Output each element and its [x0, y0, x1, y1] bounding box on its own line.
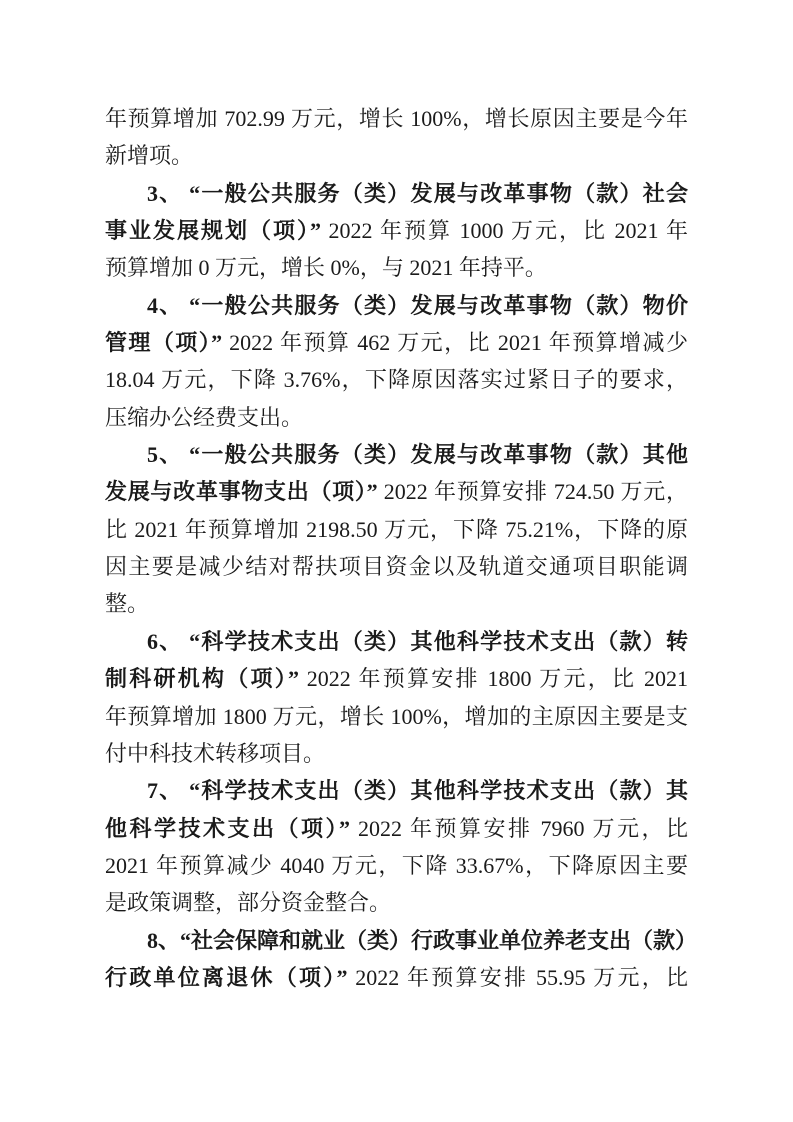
paragraph-heading-text: 3、 “一般公共服务（类）发展与改革事物（款）社会 — [147, 180, 688, 206]
text-line — [105, 735, 688, 772]
paragraph-heading-text: 行政单位离退休（项）” — [105, 964, 348, 990]
text-line — [105, 361, 688, 398]
document-body — [105, 100, 698, 996]
text-line — [105, 847, 688, 884]
text-line — [105, 175, 688, 212]
paragraph-body-text: 18.04 万元，下降 3.76%，下降原因落实过紧日子的要求， — [105, 367, 688, 393]
paragraph-body-text: 付中科技术转移项目。 — [105, 740, 326, 766]
text-line — [105, 137, 688, 174]
paragraph-heading-text: 事业发展规划（项）” — [105, 218, 321, 244]
text-line — [105, 436, 688, 473]
text-line — [105, 922, 698, 959]
paragraph-body-text: 年预算增加 1800 万元，增长 100%，增加的主原因主要是支 — [105, 703, 688, 729]
text-line — [105, 511, 688, 548]
paragraph-heading-text: 发展与改革事物支出（项）” — [105, 479, 378, 505]
paragraph-body-text: 2022 年预算 1000 万元，比 2021 年 — [321, 218, 688, 244]
paragraph-heading-text: 8、“社会保障和就业（类）行政事业单位养老支出（款） — [147, 927, 698, 953]
text-line — [105, 585, 688, 622]
paragraph-heading-text: 制科研机构（项）” — [105, 666, 299, 692]
text-line — [105, 473, 688, 510]
text-line — [105, 100, 688, 137]
paragraph-body-text: 2022 年预算安排 1800 万元，比 2021 — [299, 666, 688, 692]
paragraph-body-text: 因主要是减少结对帮扶项目资金以及轨道交通项目职能调 — [105, 554, 688, 580]
text-line — [105, 399, 688, 436]
text-line — [105, 212, 688, 249]
paragraph-heading-text: 5、 “一般公共服务（类）发展与改革事物（款）其他 — [147, 442, 688, 468]
paragraph-body-text: 2021 年预算减少 4040 万元，下降 33.67%，下降原因主要 — [105, 852, 688, 878]
text-line — [105, 324, 688, 361]
paragraph-body-text: 是政策调整，部分资金整合。 — [105, 890, 392, 916]
paragraph-body-text: 2022 年预算安排 55.95 万元，比 — [347, 964, 688, 990]
paragraph-heading-text: 6、 “科学技术支出（类）其他科学技术支出（款）转 — [147, 628, 688, 654]
text-line — [105, 287, 688, 324]
text-line — [105, 810, 688, 847]
paragraph-body-text: 压缩办公经费支出。 — [105, 404, 304, 430]
paragraph-body-text: 2022 年预算安排 724.50 万元， — [377, 479, 688, 505]
paragraph-heading-text: 4、 “一般公共服务（类）发展与改革事物（款）物价 — [147, 292, 688, 318]
paragraph-body-text: 2022 年预算 462 万元，比 2021 年预算增减少 — [222, 330, 688, 356]
paragraph-body-text: 比 2021 年预算增加 2198.50 万元，下降 75.21%，下降的原 — [105, 516, 688, 542]
text-line — [105, 698, 688, 735]
paragraph-body-text: 整。 — [105, 591, 150, 617]
text-line — [105, 548, 688, 585]
text-line — [105, 660, 688, 697]
paragraph-body-text: 新增项。 — [105, 143, 194, 169]
text-line — [105, 249, 688, 286]
text-line — [105, 884, 688, 921]
text-line — [105, 772, 688, 809]
paragraph-body-text: 年预算增加 702.99 万元，增长 100%，增长原因主要是今年 — [105, 106, 688, 131]
paragraph-heading-text: 7、 “科学技术支出（类）其他科学技术支出（款）其 — [147, 778, 688, 804]
paragraph-body-text: 预算增加 0 万元，增长 0%，与 2021 年持平。 — [105, 255, 547, 281]
paragraph-body-text: 2022 年预算安排 7960 万元，比 — [350, 815, 688, 841]
text-line — [105, 623, 688, 660]
paragraph-heading-text: 他科学技术支出（项）” — [105, 815, 350, 841]
paragraph-heading-text: 管理（项）” — [105, 330, 223, 356]
text-line — [105, 959, 688, 996]
